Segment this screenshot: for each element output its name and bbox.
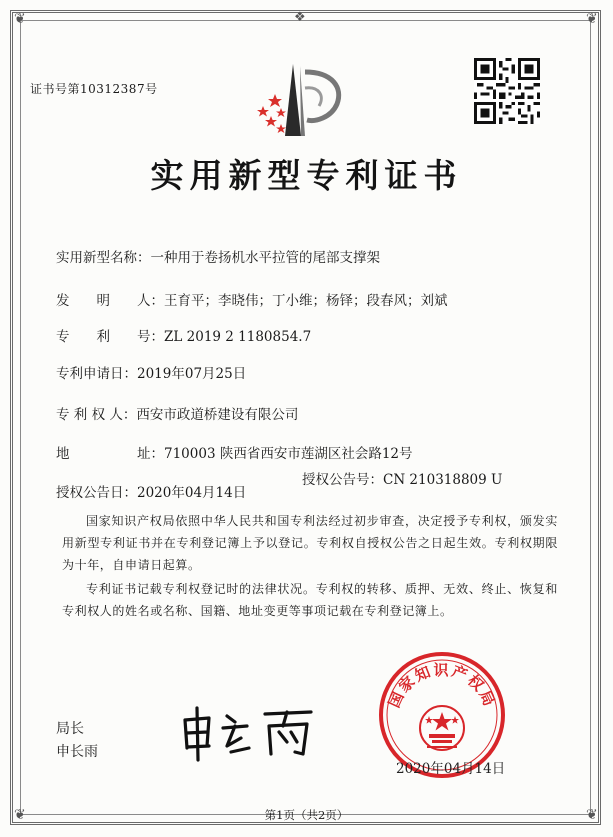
field-value: 一种用于卷扬机水平拉管的尾部支撑架 xyxy=(150,250,380,266)
page-number: 第1页（共2页） xyxy=(264,808,349,822)
field-label: 专利申请日： xyxy=(56,366,137,382)
field-value: CN 210318809 U xyxy=(383,472,503,488)
signatory-name: 申长雨 xyxy=(56,744,98,760)
field-value: ZL 2019 2 1180854.7 xyxy=(164,329,312,345)
field-label: 专 利 权 人： xyxy=(56,407,137,423)
statement-paragraph: 国家知识产权局依照中华人民共和国专利法经过初步审查，决定授予专利权，颁发实用新型专利证书并在专利登记簿上予以登记。专利权自授权公告之日起生效。专利权期限为十年，自申请日起算。 xyxy=(62,514,558,572)
field-label: 专 利 号： xyxy=(56,329,164,345)
field-patentee xyxy=(56,403,298,423)
field-value: 西安市政道桥建设有限公司 xyxy=(136,407,299,423)
svg-text:国家知识产权局: 国家知识产权局 xyxy=(384,661,500,711)
qr-code-icon[interactable] xyxy=(474,58,540,124)
field-label: 授权公告号： xyxy=(302,472,383,488)
corner-ornament-icon: ❦ xyxy=(14,807,26,823)
signatory-title: 局长 xyxy=(56,721,84,737)
field-grant-date xyxy=(56,481,246,501)
corner-ornament-icon: ❦ xyxy=(586,807,598,823)
field-patent-number xyxy=(56,325,311,345)
field-grant-number xyxy=(302,468,502,488)
field-utility-model-name xyxy=(56,246,380,266)
certificate-number: 证书号第10312387号 xyxy=(30,82,158,96)
field-value: 王育平；李晓伟；丁小维；杨铎；段春风；刘斌 xyxy=(164,293,448,309)
field-label: 实用新型名称： xyxy=(56,250,151,266)
field-label: 地 址： xyxy=(56,446,164,462)
certificate-title: 实用新型专利证书 xyxy=(150,156,463,195)
corner-ornament-icon: ❦ xyxy=(586,11,598,27)
field-label: 授权公告日： xyxy=(56,485,137,501)
statement-paragraph: 专利证书记载专利权登记时的法律状况。专利权的转移、质押、无效、终止、恢复和专利权人的姓名或名称、国籍、地址变更等事项记载在专利登记簿上。 xyxy=(62,582,558,618)
field-value: 2020年04月14日 xyxy=(137,485,247,501)
director-signature xyxy=(175,702,325,762)
field-address xyxy=(56,442,413,462)
field-value: 2019年07月25日 xyxy=(137,366,247,382)
field-value: 710003 陕西省西安市莲湖区社会路12号 xyxy=(164,446,413,462)
field-filing-date xyxy=(56,362,246,382)
top-ornament-icon: ❖ xyxy=(294,10,306,25)
corner-ornament-icon: ❦ xyxy=(14,11,26,27)
patent-office-emblem-icon xyxy=(245,60,355,140)
seal-date: 2020年04月14日 xyxy=(396,761,506,777)
field-label: 发 明 人： xyxy=(56,293,164,309)
field-inventors xyxy=(56,289,448,309)
